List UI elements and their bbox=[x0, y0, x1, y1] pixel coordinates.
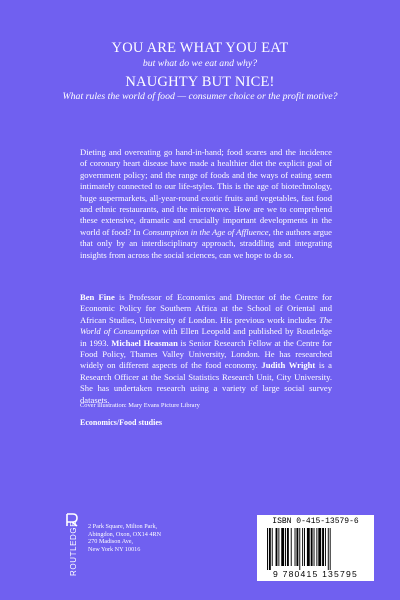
cover-credit: Cover illustration: Mary Evans Picture Library bbox=[80, 402, 200, 409]
barcode-digits: 9 780415 135795 bbox=[273, 569, 358, 579]
previous-work-title: The World of Consumption bbox=[80, 314, 332, 337]
barcode-bar bbox=[311, 528, 313, 566]
subline-2: What rules the world of food — consumer choice or the profit motive? bbox=[62, 91, 338, 102]
isbn-label: ISBN 0-415-13579-6 bbox=[272, 517, 359, 526]
routledge-logo bbox=[65, 512, 79, 578]
author-bio-1a: is Professor of Economics and Director of the Centre for Economic Policy for Southern Africa at the School of Oriental and African Studies, University of London. His previous work includes bbox=[80, 292, 332, 325]
barcode-bar bbox=[281, 528, 284, 566]
subline-1: but what do we eat and why? bbox=[142, 58, 258, 69]
barcode-bar bbox=[299, 528, 300, 570]
routledge-logo-text: ROUTLEDGE bbox=[69, 520, 78, 576]
barcode-bar bbox=[325, 528, 326, 566]
barcode-bar bbox=[285, 528, 286, 566]
blurb-book-title: Consumption in the Age of Affluence bbox=[142, 226, 269, 237]
address-line-4: New York NY 10016 bbox=[88, 545, 141, 553]
barcode-bar bbox=[316, 528, 317, 566]
barcode-bar bbox=[287, 528, 289, 566]
barcode-bar bbox=[278, 528, 279, 566]
author-name-3: Judith Wright bbox=[261, 360, 316, 371]
barcode-bar bbox=[302, 528, 303, 566]
barcode-bar bbox=[322, 528, 324, 566]
author-bio-2: is Senior Research Fellow at the Centre for Food Policy, Thames Valley University, London. He has researched widely on different aspects of the food economy. bbox=[80, 337, 332, 371]
barcode-bar bbox=[330, 528, 331, 570]
author-name-1: Ben Fine bbox=[80, 292, 115, 302]
author-name-2: Michael Heasman bbox=[111, 337, 178, 348]
barcode-bar bbox=[276, 528, 278, 566]
barcode bbox=[265, 528, 366, 570]
author-bios bbox=[80, 292, 332, 406]
barcode-bar bbox=[267, 528, 268, 570]
barcode-bar bbox=[272, 528, 273, 566]
subject-category: Economics/Food studies bbox=[80, 418, 163, 427]
isbn-barcode-box bbox=[257, 515, 374, 581]
barcode-bar bbox=[269, 528, 271, 570]
headline-1: YOU ARE WHAT YOU EAT bbox=[111, 40, 289, 56]
author-bio-3: is a Research Officer at the Social Statistics Research Unit, City University. She has undertaken research using a variety of large social survey datasets. bbox=[80, 360, 332, 405]
barcode-bar bbox=[295, 528, 296, 566]
blurb-paragraph bbox=[80, 147, 332, 261]
barcode-bar bbox=[304, 528, 305, 566]
publisher-address bbox=[88, 523, 198, 553]
address-line-2: Abingdon, Oxon, OX14 4RN bbox=[88, 530, 162, 538]
address-line-1: 2 Park Square, Milton Park, bbox=[88, 523, 158, 530]
barcode-bar bbox=[296, 528, 298, 566]
author-bio-1b: with Ellen Leopold and published by Routledge in 1993. bbox=[80, 326, 332, 348]
headline-2: NAUGHTY BUT NICE! bbox=[125, 74, 275, 90]
barcode-bar bbox=[307, 528, 310, 566]
address-line-3: 270 Madison Ave, bbox=[88, 538, 134, 546]
barcode-bar bbox=[291, 528, 292, 566]
barcode-bar bbox=[318, 528, 321, 566]
barcode-bar bbox=[314, 528, 315, 566]
blurb-text-b: , the authors argue that only by an interdisciplinary approach, straddling and integrating insights from across the social sciences, can we hope to do so. bbox=[80, 226, 332, 260]
barcode-bar bbox=[328, 528, 329, 570]
blurb-text-a: Dieting and overeating go hand-in-hand; food scares and the incidence of coronary heart disease have made a healthier diet the explicit goal of government policy; and the range of foods and the ways of eating seem intimately connected to our life-styles. This is the age of biotechnology, huge supermarkets, all-year-round exotic fruits and vegetables, fast food and ethnic restaurants, and the microwave. How are we to comprehend these extensive, dramatic and crucially important developments in the world of food? In bbox=[80, 147, 332, 237]
